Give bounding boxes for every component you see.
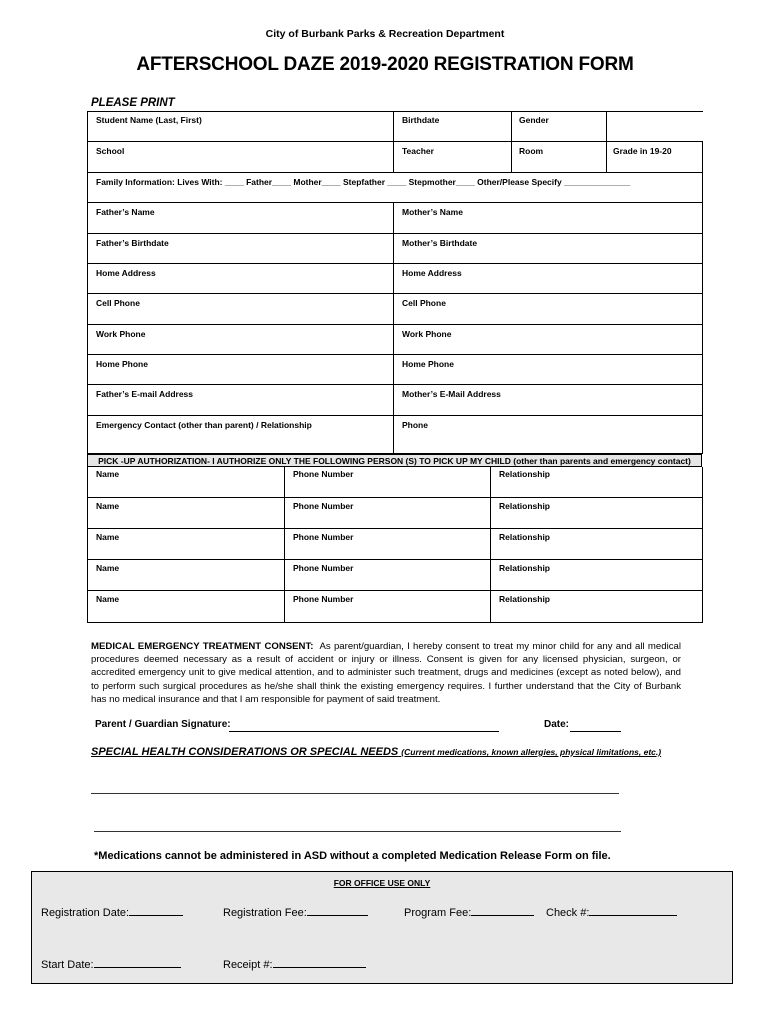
date-line[interactable] [570,719,621,732]
room-field[interactable] [512,142,607,173]
registration-fee-field[interactable]: Registration Fee: [223,904,368,919]
pickup-relationship-field[interactable] [491,560,703,591]
department-name: City of Burbank Parks & Recreation Department [265,28,505,40]
grade-field[interactable] [607,142,703,173]
office-use-box [31,871,733,984]
consent-heading: MEDICAL EMERGENCY TREATMENT CONSENT: [91,641,314,652]
pickup-name-label: Name [96,469,120,479]
mother-name-label: Mother’s Name [402,207,463,217]
pickup-relationship-label: Relationship [499,469,551,479]
home-phone-label: Home Phone [402,359,454,369]
father-email-label: Father’s E-mail Address [96,389,193,399]
room-label: Room [519,146,544,156]
mother-work-phone-field[interactable] [394,325,703,355]
registration-date-field[interactable]: Registration Date: [41,904,183,919]
emergency-contact-field[interactable] [88,416,394,454]
pickup-relationship-label: Relationship [499,501,551,511]
teacher-label: Teacher [402,146,434,156]
pickup-phone-label: Phone Number [293,469,354,479]
home-address-label: Home Address [402,268,462,278]
mother-name-field[interactable] [394,203,703,234]
pickup-relationship-field[interactable] [491,498,703,529]
pickup-relationship-label: Relationship [499,563,551,573]
student-name-field[interactable] [88,112,394,142]
cell-phone-label: Cell Phone [402,298,446,308]
home-address-label: Home Address [96,268,156,278]
emergency-phone-label: Phone [402,420,428,430]
mother-email-label: Mother’s E-Mail Address [402,389,501,399]
pickup-phone-label: Phone Number [293,563,354,573]
medications-note: *Medications cannot be administered in ASD without a completed Medication Release Form on file. [94,850,611,862]
father-cell-phone-field[interactable] [88,294,394,325]
father-home-phone-field[interactable] [88,355,394,385]
pickup-name-label: Name [96,563,120,573]
gender-field[interactable] [512,112,607,142]
check-number-field[interactable]: Check #: [546,904,677,919]
pickup-relationship-field[interactable] [491,591,703,623]
emergency-contact-label: Emergency Contact (other than parent) / Relationship [96,420,312,430]
pickup-relationship-label: Relationship [499,594,551,604]
health-notes-line[interactable] [91,793,619,794]
family-info-field[interactable] [88,173,703,203]
work-phone-label: Work Phone [402,329,452,339]
health-notes-line[interactable] [94,831,621,832]
birthdate-field[interactable] [394,112,512,142]
work-phone-label: Work Phone [96,329,146,339]
grid-blank-corner [607,112,703,142]
grade-label: Grade in 19-20 [613,146,672,156]
emergency-phone-field[interactable] [394,416,703,454]
mother-email-field[interactable] [394,385,703,416]
gender-label: Gender [519,115,549,125]
please-print-note: PLEASE PRINT [91,97,175,109]
father-birthdate-label: Father’s Birthdate [96,238,169,248]
cell-phone-label: Cell Phone [96,298,140,308]
pickup-name-label: Name [96,501,120,511]
signature-line[interactable] [229,719,499,732]
receipt-number-field[interactable]: Receipt #: [223,956,366,971]
signature-label: Parent / Guardian Signature: [95,719,231,730]
mother-birthdate-field[interactable] [394,234,703,264]
pickup-name-field[interactable] [88,498,285,529]
special-health-note: (Current medications, known allergies, physical limitations, etc.) [401,747,662,757]
pickup-phone-field[interactable] [285,591,491,623]
pickup-relationship-field[interactable] [491,529,703,560]
student-name-label: Student Name (Last, First) [96,115,202,125]
office-use-heading: FOR OFFICE USE ONLY [333,878,431,888]
father-name-label: Father’s Name [96,207,155,217]
home-phone-label: Home Phone [96,359,148,369]
school-label: School [96,146,125,156]
pickup-relationship-field[interactable] [491,467,703,498]
mother-cell-phone-field[interactable] [394,294,703,325]
pickup-authorization-heading: PICK -UP AUTHORIZATION- I AUTHORIZE ONLY THE FOLLOWING PERSON (S) TO PICK UP MY CHILD (other than parents and emergency contact) [87,454,702,467]
pickup-name-label: Name [96,594,120,604]
form-title: AFTERSCHOOL DAZE 2019-2020 REGISTRATION FORM [136,54,634,75]
father-home-address-field[interactable] [88,264,394,294]
pickup-relationship-label: Relationship [499,532,551,542]
teacher-field[interactable] [394,142,512,173]
mother-home-phone-field[interactable] [394,355,703,385]
start-date-field[interactable]: Start Date: [41,956,181,971]
pickup-phone-field[interactable] [285,498,491,529]
father-birthdate-field[interactable] [88,234,394,264]
pickup-name-field[interactable] [88,591,285,623]
mother-home-address-field[interactable] [394,264,703,294]
pickup-phone-label: Phone Number [293,501,354,511]
father-name-field[interactable] [88,203,394,234]
pickup-phone-field[interactable] [285,560,491,591]
medical-consent-paragraph [91,640,681,706]
birthdate-label: Birthdate [402,115,440,125]
family-info-label: Family Information: Lives With: ____ Father____ Mother____ Stepfather ____ Stepmother____ Other/Please Specify ______________ [96,177,631,187]
pickup-phone-field[interactable] [285,467,491,498]
date-label: Date: [544,719,570,730]
pickup-name-field[interactable] [88,467,285,498]
consent-text: As parent/guardian, I hereby consent to treat my minor child for any and all medical procedures deemed necessary as a result of accident or injury or illness. Consent is given for any licensed physician, surgeon, or accredited emergency unit to give medical attention, and to administer such treatment, drugs and medicines (except as noted below), and to perform such surgical procedures as he/she shall think the existing emergency requires. I further understand that the City of Burbank has no medical insurance and that I am responsible for payment of said treatment. [91,641,681,705]
pickup-name-field[interactable] [88,529,285,560]
pickup-phone-label: Phone Number [293,594,354,604]
father-email-field[interactable] [88,385,394,416]
program-fee-field[interactable]: Program Fee: [404,904,534,919]
pickup-phone-label: Phone Number [293,532,354,542]
father-work-phone-field[interactable] [88,325,394,355]
pickup-name-field[interactable] [88,560,285,591]
school-field[interactable] [88,142,394,173]
special-health-heading: SPECIAL HEALTH CONSIDERATIONS OR SPECIAL NEEDS (Current medications, known allergies, physical limitations, etc.) [91,746,662,758]
pickup-phone-field[interactable] [285,529,491,560]
pickup-name-label: Name [96,532,120,542]
mother-birthdate-label: Mother’s Birthdate [402,238,478,248]
student-info-grid [87,111,703,454]
pickup-authorization-grid [87,467,703,623]
